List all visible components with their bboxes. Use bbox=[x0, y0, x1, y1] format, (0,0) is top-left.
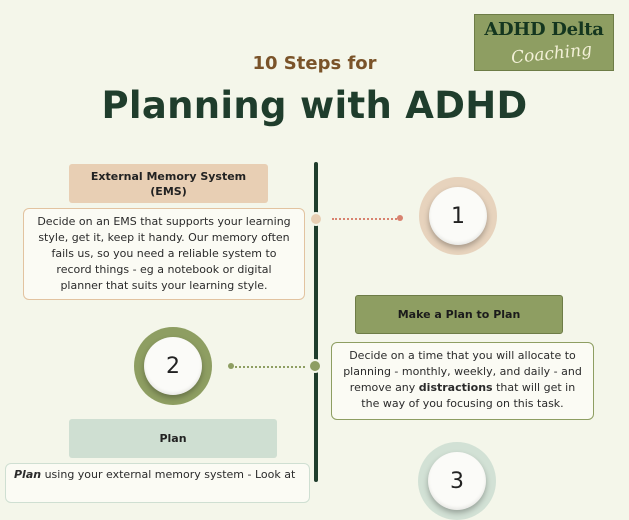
connector-1 bbox=[332, 218, 400, 220]
step-text-bold: distractions bbox=[418, 381, 493, 394]
connector-dot-2 bbox=[228, 363, 234, 369]
step-number: 1 bbox=[429, 187, 487, 245]
step-heading-text: Plan bbox=[159, 432, 187, 445]
step-number: 2 bbox=[144, 337, 202, 395]
step-text: Decide on an EMS that supports your learning style, get it, keep it handy. Our memory often fails us, so you need a reliable system to record things - eg a notebook or digital planner that suits your learning style. bbox=[37, 215, 291, 292]
timeline-line bbox=[314, 162, 318, 482]
step-card-3 bbox=[5, 463, 310, 503]
connector-dot-1 bbox=[397, 215, 403, 221]
timeline-node-1 bbox=[309, 212, 323, 226]
connector-2 bbox=[231, 366, 305, 368]
step-text-after: that will get in the way of you focusing on this task. bbox=[361, 381, 576, 410]
timeline-node-2 bbox=[308, 359, 322, 373]
step-card-2 bbox=[331, 342, 594, 420]
logo-subtitle: Coaching bbox=[510, 39, 593, 69]
step-heading-3 bbox=[69, 419, 277, 458]
step-heading-2 bbox=[355, 295, 563, 334]
step-text-before: Decide on a time that you will allocate to planning - monthly, weekly, and daily - and remove any bbox=[343, 349, 582, 394]
step-heading-text: External Memory System (EMS) bbox=[90, 169, 247, 198]
step-card-1 bbox=[23, 208, 305, 300]
step-number-badge-3 bbox=[418, 442, 496, 520]
page-title: Planning with ADHD bbox=[101, 84, 528, 127]
step-number-badge-1 bbox=[419, 177, 497, 255]
step-text: using your external memory system - Look at bbox=[41, 468, 296, 481]
step-heading-1 bbox=[69, 164, 268, 203]
step-number-badge-2 bbox=[134, 327, 212, 405]
step-heading-text: Make a Plan to Plan bbox=[397, 308, 521, 321]
page-subtitle: 10 Steps for bbox=[252, 53, 377, 74]
logo-title: ADHD Delta bbox=[484, 19, 604, 40]
step-number: 3 bbox=[428, 452, 486, 510]
step-text-lead: Plan bbox=[14, 468, 42, 481]
